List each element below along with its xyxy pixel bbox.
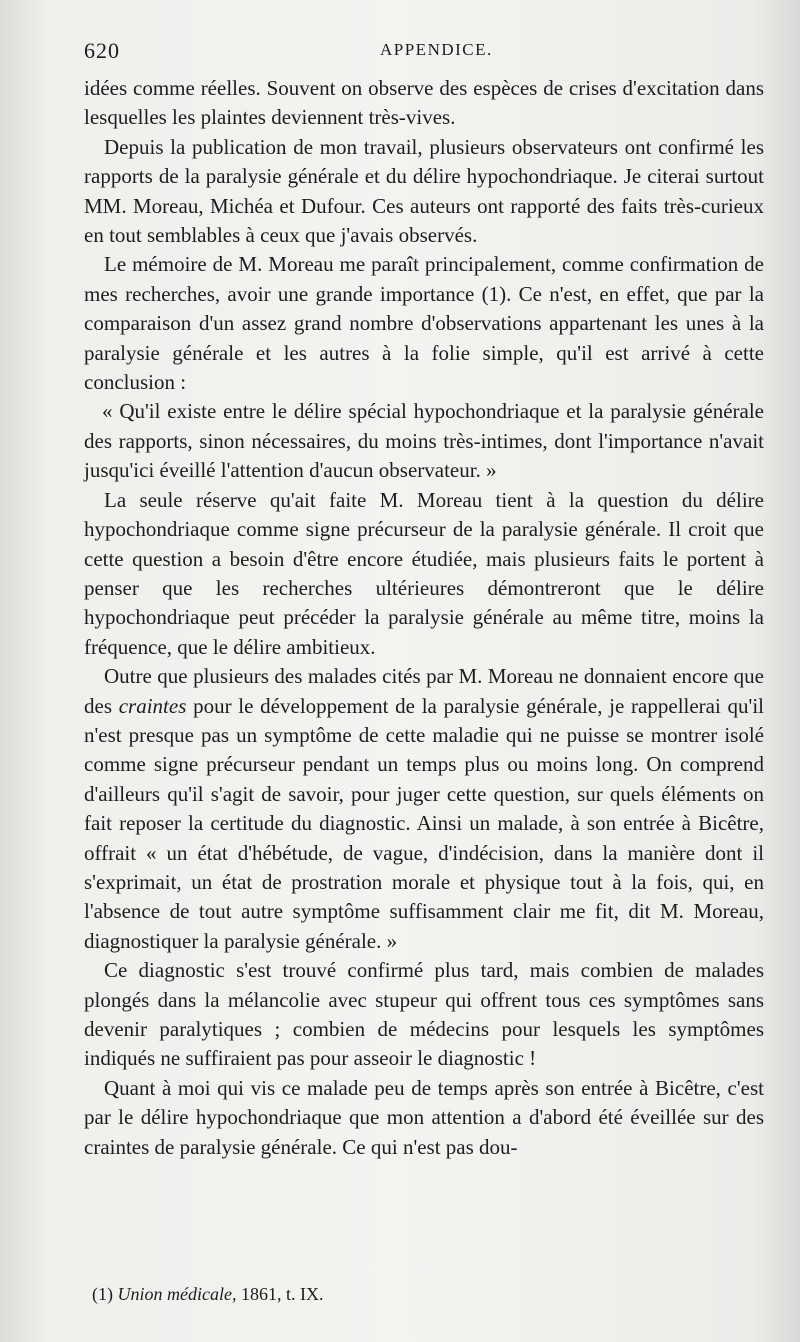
- paragraph-continued: idées comme réelles. Souvent on observe des espèces de crises d'excitation dans lesquelles les plaintes deviennent très-vives.: [84, 76, 764, 130]
- running-head-title: APPENDICE.: [380, 40, 493, 59]
- paragraph: Le mémoire de M. Moreau me paraît principalement, comme confirmation de mes recherches, avoir une grande importance (1). Ce n'est, en effet, que par la comparaison d'un assez grand nombre d'observations appartenant les unes à la paralysie générale et les autres à la folie simple, qu'il est arrivé à cette conclusion :: [84, 252, 764, 395]
- text-run: Outre que plusieurs des malades cités par M. Moreau ne donnaient encore que des: [84, 664, 764, 718]
- emphasis: craintes: [118, 693, 187, 718]
- running-head: [84, 38, 764, 68]
- page-number: 620: [84, 38, 120, 63]
- footnote: [92, 1282, 692, 1306]
- paragraph: La seule réserve qu'ait faite M. Moreau tient à la question du délire hypochondriaque comme signe précurseur de la paralysie générale. Il croit que cette question a besoin d'être encore étudiée, mais plusieurs faits le portent à penser que les recherches ultérieures démontreront que le délire hypochondriaque peut précéder la paralysie générale au même titre, moins la fréquence, que le délire ambitieux.: [84, 487, 764, 659]
- paragraph: Depuis la publication de mon travail, plusieurs observateurs ont confirmé les rapports de la paralysie générale et du délire hypochondriaque. Je citerai surtout MM. Moreau, Michéa et Dufour. Ces auteurs ont rapporté des faits très-curieux en tout semblables à ceux que j'avais observés.: [84, 134, 764, 248]
- paragraph: [84, 662, 764, 956]
- footnote-source: Union médicale,: [117, 1284, 237, 1304]
- text-run: pour le développement de la paralysie générale, je rappellerai qu'il n'est presque pas un symptôme de cette maladie qui ne puisse se montrer isolé comme signe précurseur pendant un temps plus ou moins long. On comprend d'ailleurs qu'il s'agit de savoir, pour juger cette question, sur quels éléments on fait reposer la certitude du diagnostic. Ainsi un malade, à son entrée à Bicêtre, offrait « un état d'hébétude, de vague, d'indécision, dans la manière dont il s'exprimait, un état de prostration morale et physique tout à la fois, qui, en l'absence de tout autre symptôme suffisamment clair me fit, dit M. Moreau, diagnostiquer la paralysie générale. »: [84, 693, 764, 953]
- body-text: [84, 74, 764, 1162]
- footnote-marker: (1): [92, 1284, 118, 1304]
- footnote-citation: 1861, t. IX.: [236, 1284, 324, 1304]
- quotation: « Qu'il existe entre le délire spécial hypochondriaque et la paralysie générale des rapports, sinon nécessaires, du moins très-intimes, dont l'importance n'avait jusqu'ici éveillé l'attention d'aucun observateur. »: [84, 399, 764, 483]
- paragraph: Quant à moi qui vis ce malade peu de temps après son entrée à Bicêtre, c'est par le délire hypochondriaque que mon attention a d'abord été éveillée sur des craintes de paralysie générale. Ce qui n'est pas dou-: [84, 1075, 764, 1159]
- paragraph: Ce diagnostic s'est trouvé confirmé plus tard, mais combien de malades plongés dans la mélancolie avec stupeur qui offrent tous ces symptômes sans devenir paralytiques ; combien de médecins pour lesquels les symptômes indiqués ne suffiraient pas pour asseoir le diagnostic !: [84, 958, 764, 1071]
